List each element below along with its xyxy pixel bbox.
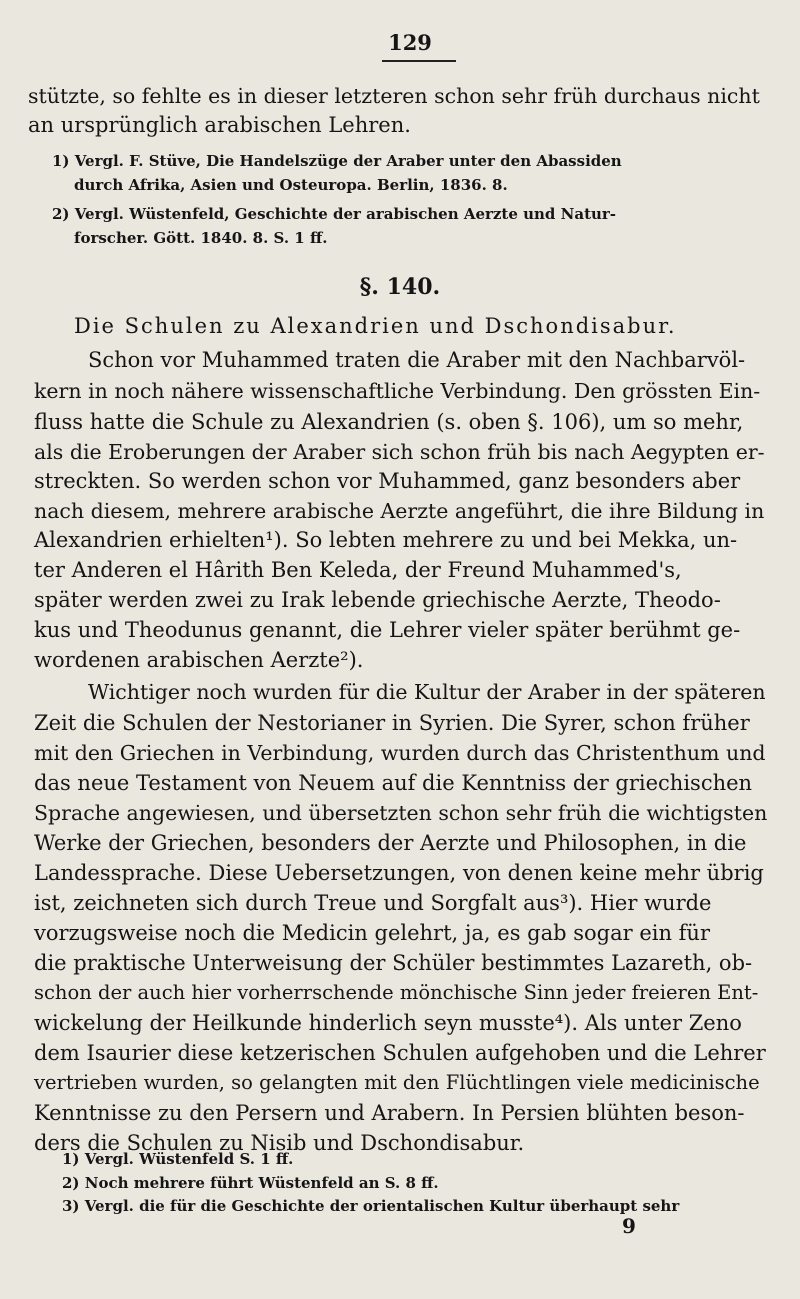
body-line: Landessprache. Diese Uebersetzungen, von denen keine mehr übrig: [34, 861, 764, 885]
body-line: Zeit die Schulen der Nestorianer in Syrien. Die Syrer, schon früher: [34, 711, 750, 735]
body-line: Werke der Griechen, besonders der Aerzte und Philosophen, in die: [34, 831, 747, 855]
body-line: ist, zeichneten sich durch Treue und Sorgfalt aus³). Hier wurde: [34, 891, 712, 915]
body-line: als die Eroberungen der Araber sich schon früh bis nach Aegypten er-: [34, 440, 765, 464]
body-line: streckten. So werden schon vor Muhammed, ganz besonders aber: [34, 469, 741, 493]
body-line: wickelung der Heilkunde hinderlich seyn musste⁴). Als unter Zeno: [34, 1011, 742, 1035]
body-line: fluss hatte die Schule zu Alexandrien (s. oben §. 106), um so mehr,: [34, 410, 744, 434]
body-line: mit den Griechen in Verbindung, wurden durch das Christenthum und: [34, 741, 766, 765]
body-line: kern in noch nähere wissenschaftliche Verbindung. Den grössten Ein-: [34, 379, 761, 403]
footnote-bottom: 1) Vergl. Wüstenfeld S. 1 ff.: [62, 1150, 294, 1168]
footnote-top-1: [52, 152, 622, 170]
body-line: später werden zwei zu Irak lebende griechische Aerzte, Theodo-: [34, 588, 721, 612]
body-line: das neue Testament von Neuem auf die Kenntniss der griechischen: [34, 771, 753, 795]
body-line: dem Isaurier diese ketzerischen Schulen aufgehoben und die Lehrer: [34, 1041, 766, 1065]
body-line: Sprache angewiesen, und übersetzten schon sehr früh die wichtigsten: [34, 801, 768, 825]
page-number: 129: [388, 30, 432, 55]
body-line: die praktische Unterweisung der Schüler bestimmtes Lazareth, ob-: [34, 951, 753, 975]
section-number: §. 140.: [359, 274, 441, 300]
footnote-bottom: 3) Vergl. die für die Geschichte der orientalischen Kultur überhaupt sehr: [62, 1197, 680, 1215]
body-line: vorzugsweise noch die Medicin gelehrt, ja, es gab sogar ein für: [34, 921, 710, 945]
body-line: Schon vor Muhammed traten die Araber mit den Nachbarvöl-: [88, 348, 746, 372]
footnote-top-2-cont: forscher. Gött. 1840. 8. S. 1 ff.: [74, 229, 328, 247]
footnote-text: Vergl. F. Stüve, Die Handelszüge der Araber unter den Abassiden: [74, 152, 622, 170]
body-line: wordenen arabischen Aerzte²).: [34, 648, 364, 672]
carryover-line-2: an ursprünglich arabischen Lehren.: [28, 113, 411, 137]
footnote-top-1-cont: durch Afrika, Asien und Osteuropa. Berlin, 1836. 8.: [74, 176, 508, 194]
body-line: Alexandrien erhielten¹). So lebten mehrere zu und bei Mekka, un-: [34, 528, 738, 552]
body-line: vertrieben wurden, so gelangten mit den Flüchtlingen viele medicinische: [34, 1071, 760, 1094]
body-line: ter Anderen el Hârith Ben Keleda, der Freund Muhammed's,: [34, 558, 682, 582]
body-line: ders die Schulen zu Nisib und Dschondisabur.: [34, 1131, 525, 1155]
signature-mark: 9: [622, 1214, 636, 1238]
carryover-line-1: stützte, so fehlte es in dieser letzteren schon sehr früh durchaus nicht: [28, 84, 760, 108]
footnote-marker: 1): [52, 152, 70, 170]
body-line: kus und Theodunus genannt, die Lehrer vieler später berühmt ge-: [34, 618, 741, 642]
body-line: nach diesem, mehrere arabische Aerzte angeführt, die ihre Bildung in: [34, 499, 765, 523]
page-number-rule: [382, 60, 456, 62]
body-line: Kenntnisse zu den Persern und Arabern. In Persien blühten beson-: [34, 1101, 745, 1125]
footnote-top-2: [52, 205, 616, 223]
body-line: Wichtiger noch wurden für die Kultur der Araber in der späteren: [88, 680, 766, 704]
footnote-bottom: 2) Noch mehrere führt Wüstenfeld an S. 8 ff.: [62, 1174, 439, 1192]
footnote-marker: 2): [52, 205, 70, 223]
body-line: schon der auch hier vorherrschende mönchische Sinn jeder freieren Ent-: [34, 981, 759, 1004]
section-title: Die Schulen zu Alexandrien und Dschondisabur.: [74, 314, 677, 338]
footnote-text: Vergl. Wüstenfeld, Geschichte der arabischen Aerzte und Natur-: [74, 205, 617, 223]
